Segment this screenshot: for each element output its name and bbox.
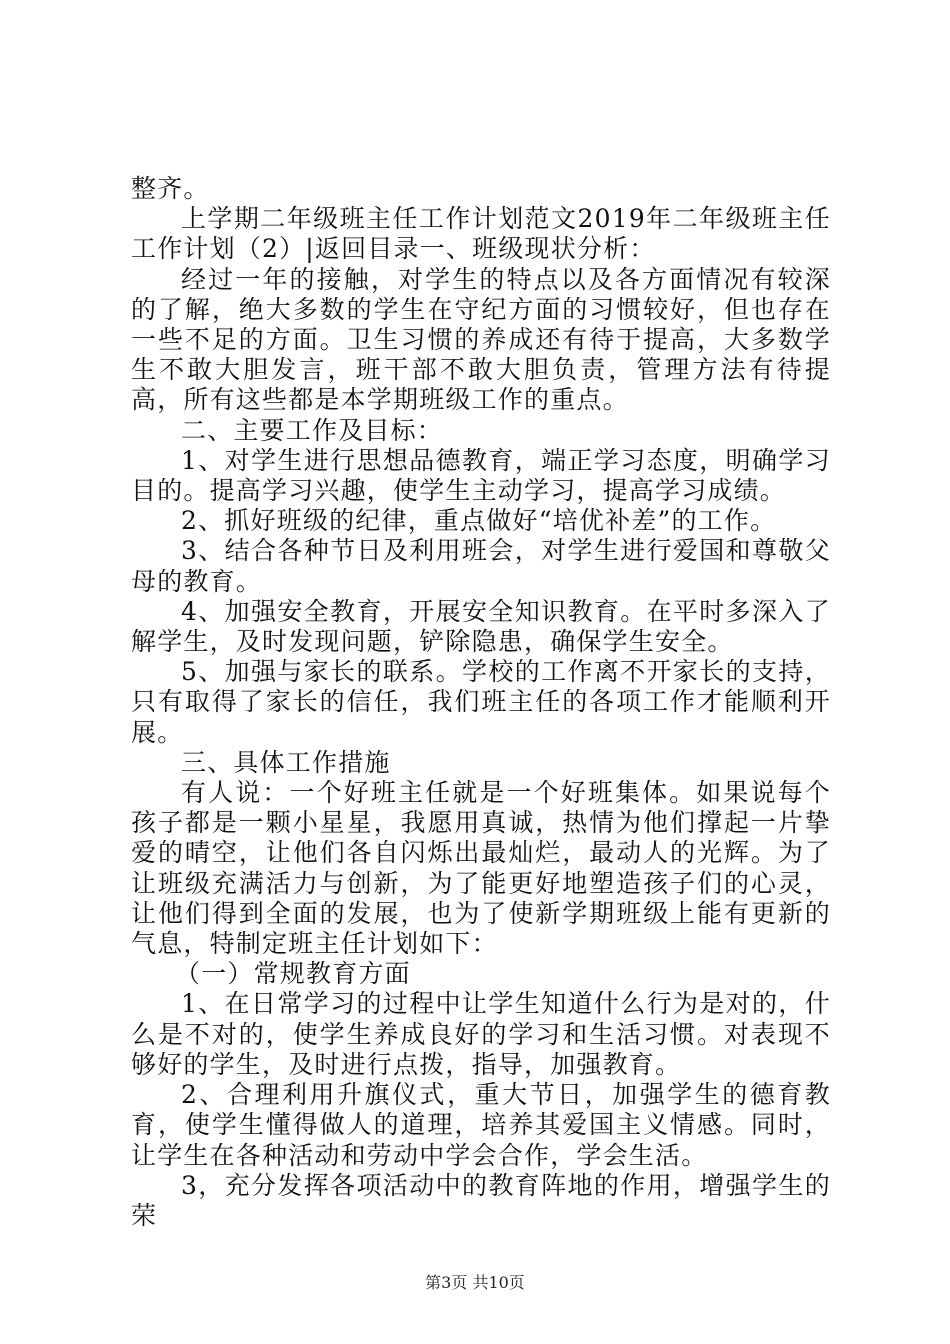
goal-item-2: 2、抓好班级的纪律，重点做好“培优补差”的工作。 — [181, 506, 777, 536]
goal-item-5: 5、加强与家长的联系。学校的工作离不开家长的支持，只有取得了家长的信任，我们班主任的各项工作才能顺利开展。 — [131, 657, 831, 747]
routine-item-2: 2、合理利用升旗仪式，重大节日，加强学生的德育教育，使学生懂得做人的道理，培养其爱国主义情感。同时，让学生在各种活动和劳动中学会合作，学会生活。 — [131, 1080, 831, 1170]
paragraph-continuation: 整齐。 — [131, 174, 210, 203]
section-heading-measures: 三、具体工作措施 — [181, 747, 391, 777]
routine-item-3: 3，充分发挥各项活动中的教育阵地的作用，增强学生的荣 — [131, 1170, 831, 1230]
routine-item-1: 1、在日常学习的过程中让学生知道什么行为是对的，什么是不对的，使学生养成良好的学习和生活习惯。对表现不够好的学生，及时进行点拨，指导，加强教育。 — [131, 989, 831, 1079]
goal-item-1: 1、对学生进行思想品德教育，端正学习态度，明确学习目的。提高学习兴趣，使学生主动学习，提高学习成绩。 — [131, 445, 831, 506]
paragraph-title-line: 上学期二年级班主任工作计划范文2019年二年级班主任工作计划（2）|返回目录一、班级现状分析： — [131, 204, 831, 264]
subsection-heading-routine: （一）常规教育方面 — [175, 959, 411, 989]
document-body — [131, 174, 831, 1231]
paragraph-analysis: 经过一年的接触，对学生的特点以及各方面情况有较深的了解，绝大多数的学生在守纪方面的习惯较好，但也存在一些不足的方面。卫生习惯的养成还有待于提高，大多数学生不敢大胆发言，班干部不敢大胆负责，管理方法有待提高，所有这些都是本学期班级工作的重点。 — [131, 264, 831, 415]
goal-item-4: 4、加强安全教育，开展安全知识教育。在平时多深入了解学生，及时发现问题，铲除隐患，确保学生安全。 — [131, 596, 831, 657]
goal-item-3: 3、结合各种节日及利用班会，对学生进行爱国和尊敬父母的教育。 — [131, 536, 831, 596]
paragraph-intro: 有人说：一个好班主任就是一个好班集体。如果说每个孩子都是一颗小星星，我愿用真诚，热情为他们撑起一片挚爱的晴空，让他们各自闪烁出最灿烂，最动人的光辉。为了让班级充满活力与创新，为了能更好地塑造孩子们的心灵，让他们得到全面的发展，也为了使新学期班级上能有更新的气息，特制定班主任计划如下： — [131, 778, 831, 959]
section-heading-goals: 二、主要工作及目标： — [181, 415, 444, 445]
page-number-footer: 第3页 共10页 — [425, 1273, 525, 1292]
